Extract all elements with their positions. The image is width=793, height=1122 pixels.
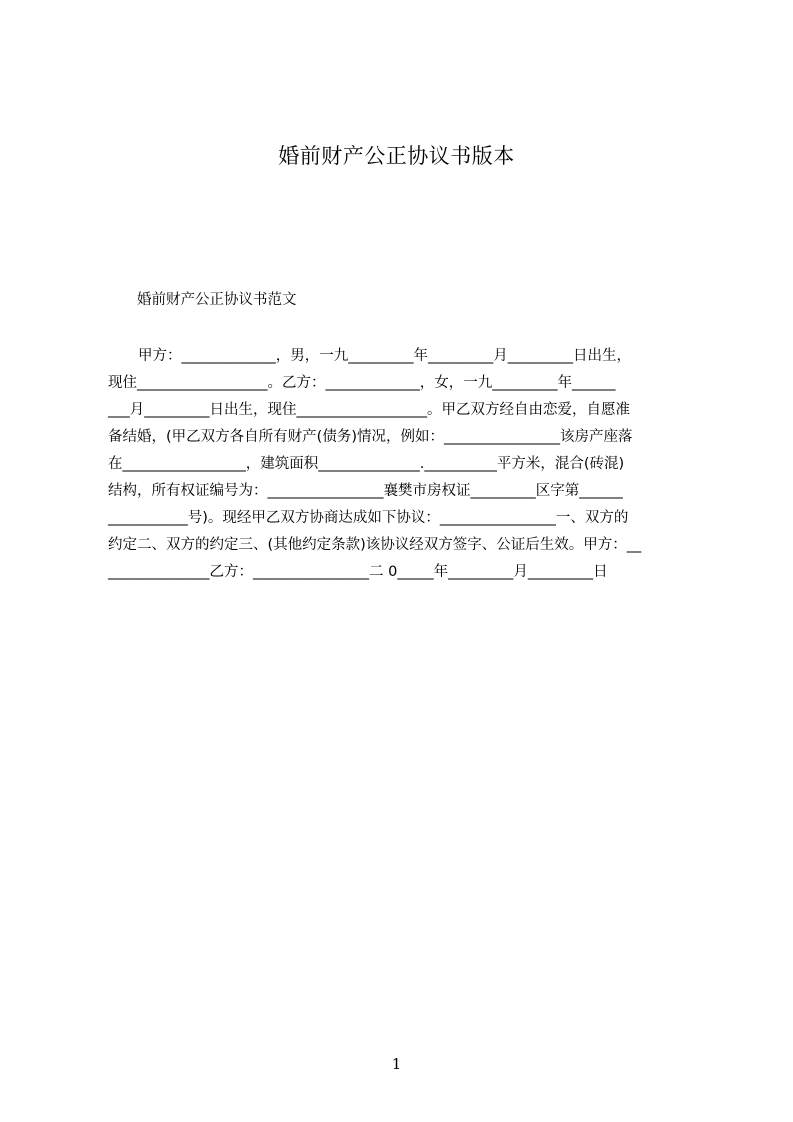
body-line-7: ___________号)。现经甲乙双方协商达成如下协议：________________一、双方的 [108, 510, 629, 526]
body-line-4: 备结婚，(甲乙双方各自所有财产(债务)情况，例如：________________该房产座落 [108, 429, 633, 445]
document-title: 婚前财产公正协议书版本 [278, 144, 515, 168]
body-line-2: 现住__________________。乙方：_____________，女，一九_________年______ [108, 375, 616, 391]
body-line-1: 甲方：_____________，男，一九_________年_________月_________日出生， [138, 348, 631, 364]
body-line-5: 在_________________，建筑面积______________.__________平方米，混合(砖混) [108, 456, 625, 472]
body-line-6: 结构，所有权证编号为：________________襄樊市房权证_________区字第______ [108, 483, 623, 499]
page-number: 1 [391, 1055, 402, 1073]
body-line-9: ______________乙方：________________二 0_____年_________月_________日 [108, 564, 608, 580]
body-line-8: 约定二、双方的约定三、(其他约定条款)该协议经双方签字、公证后生效。甲方：__ [108, 537, 642, 553]
document-subtitle: 婚前财产公正协议书范文 [137, 292, 297, 308]
body-line-3: ___月_________日出生，现住__________________。甲乙双方经自由恋爱，自愿准 [108, 402, 630, 418]
